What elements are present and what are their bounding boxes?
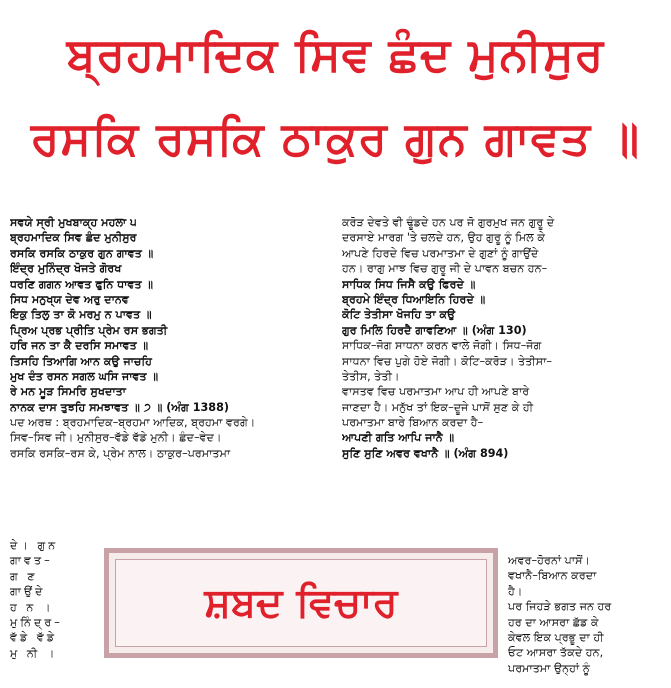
section-box	[104, 548, 498, 658]
left-column-line: ਰਸਕਿ ਰਸਕਿ ਠਾਕੁਰ ਗੁਨ ਗਾਵਤ ॥	[10, 246, 154, 260]
section-box-inner	[115, 559, 487, 647]
right-column-line: ਦਰਸਾਏ ਮਾਰਗ 'ਤੇ ਚਲਦੇ ਹਨ, ਉਹ ਗੁਰੂ ਨੂੰ ਮਿਲ ਕੇ	[342, 231, 545, 245]
right-wrap-line: ਹਰ ਦਾ ਆਸਰਾ ਛੱਡ ਕੇ	[508, 615, 599, 629]
right-column-line: ਕੋਟਿ ਤੇਤੀਸਾ ਖੋਜਹਿ ਤਾ ਕਉ	[342, 308, 456, 322]
headline-line-2: ਰਸਕਿ ਰਸਕਿ ਠਾਕੁਰ ਗੁਨ ਗਾਵਤ ॥	[30, 111, 641, 165]
left-wrap-line: ਹ ਨ ।	[10, 600, 54, 614]
right-wrap-text	[508, 553, 668, 676]
left-column-line: ਪ੍ਰਿਅ ਪ੍ਰਭ ਪ੍ਰੀਤਿ ਪ੍ਰੇਮ ਰਸ ਭਗਤੀ	[10, 323, 168, 337]
left-column-line: ਸਿਵ–ਸਿਵ ਜੀ। ਮੁਨੀਸੁਰ–ਵੱਡੇ ਵੱਡੇ ਮੁਨੀ। ਛੰਦ–ਵੇਦ।	[10, 431, 222, 445]
right-wrap-line: ਵਖਾਨੈ–ਬਿਆਨ ਕਰਦਾ	[508, 569, 597, 583]
headline-line-1: ਬ੍ਰਹਮਾਦਿਕ ਸਿਵ ਛੰਦ ਮੁਨੀਸੁਰ	[66, 27, 605, 81]
right-column-line: ਸਾਧਨਾ ਵਿਚ ਪੁਗੇ ਹੋਏ ਜੋਗੀ। ਕੋਟਿ–ਕਰੋੜ। ਤੇਤੀਸਾ–	[342, 354, 553, 368]
left-column-line: ਬ੍ਰਹਮਾਦਿਕ ਸਿਵ ਛੰਦ ਮੁਨੀਸੁਰ	[10, 231, 137, 245]
left-column-line: ਰੇ ਮਨ ਮੂੜ ਸਿਮਰਿ ਸੁਖਦਾਤਾ	[10, 385, 126, 399]
left-wrap-line: ਮੁ ਨੀ ।	[10, 646, 58, 660]
right-wrap-line: ਅਵਰ–ਹੋਰਨਾਂ ਪਾਸੋਂ।	[508, 554, 591, 567]
section-title: ਸ਼ਬਦ ਵਿਚਾਰ	[204, 580, 398, 626]
left-wrap-line: ਗ ਣ	[10, 569, 38, 583]
right-column-line: ਆਪਣੀ ਗਤਿ ਆਪਿ ਜਾਨੈ ॥	[342, 431, 455, 445]
right-wrap-line: ਹੈ।	[508, 584, 523, 598]
right-column-line: ਤੇਤੀਸ, ਤੇਤੀ।	[342, 369, 400, 383]
left-column-line: ਹਰਿ ਜਨ ਤਾ ਕੈ ਦਰਸਿ ਸਮਾਵਤ ॥	[10, 339, 149, 353]
left-column-line: ਤਿਸਹਿ ਤਿਆਗਿ ਆਨ ਕਉ ਜਾਚਹਿ	[10, 354, 152, 368]
right-column-line: ਵਾਸਤਵ ਵਿਚ ਪਰਮਾਤਮਾ ਆਪ ਹੀ ਆਪਣੇ ਬਾਰੇ	[342, 385, 530, 399]
left-wrap-line: ਗਾਉਂਦੇ	[10, 585, 46, 599]
left-column-line: ਸਿਧ ਮਨੁਖ੍ਯ ਦੇਵ ਅਰੁ ਦਾਨਵ	[10, 292, 129, 306]
right-column-line: ਜਾਣਦਾ ਹੈ। ਮਨੁੱਖ ਤਾਂ ਇਕ–ਦੂਜੇ ਪਾਸੋਂ ਸੁਣ ਕੇ ਹੀ	[342, 400, 534, 414]
right-wrap-line: ਕੇਵਲ ਇਕ ਪ੍ਰਭੂ ਦਾ ਹੀ	[508, 630, 604, 644]
right-column-line: ਹਨ। ਰਾਗੁ ਮਾਝ ਵਿਚ ਗੁਰੂ ਜੀ ਦੇ ਪਾਵਨ ਬਚਨ ਹਨ–	[342, 262, 548, 276]
left-column	[10, 215, 330, 461]
right-wrap-line: ਪਰਮਾਤਮਾ ਉਨ੍ਹਾਂ ਨੂੰ	[508, 661, 590, 675]
right-column	[342, 215, 664, 461]
left-wrap-line: ਦੇ। ਗੁਨ	[10, 539, 59, 552]
right-column-line: ਕਰੋੜ ਦੇਵਤੇ ਵੀ ਢੂੰਡਦੇ ਹਨ ਪਰ ਜੋ ਗੁਰਮੁਖ ਜਨ ਗੁਰੂ ਦੇ	[342, 216, 555, 229]
left-column-line: ਮੁਖ ਦੰਤ ਰਸਨ ਸਗਲ ਘਸਿ ਜਾਵਤ ॥	[10, 369, 159, 383]
right-column-line: ਸੁਣਿ ਸੁਣਿ ਅਵਰ ਵਖਾਨੈ ॥ (ਅੰਗ 894)	[342, 446, 509, 460]
left-column-line: ਧਰਣਿ ਗਗਨ ਆਵਤ ਫੁਨਿ ਧਾਵਤ ॥	[10, 277, 154, 291]
left-wrap-line: ਗਾਵਤ–	[10, 554, 53, 568]
left-wrap-text	[10, 538, 100, 661]
left-column-line: ਨਾਨਕ ਦਾਸ ਤੁਝਹਿ ਸਮਝਾਵਤ ॥ ੭ ॥ (ਅੰਗ 1388)	[10, 400, 229, 414]
left-wrap-line: ਮੁਨਿੰਦ੍ਰ–	[10, 615, 63, 629]
right-column-line: ਸਾਧਿਕ–ਜੋਗ ਸਾਧਨਾ ਕਰਨ ਵਾਲੇ ਜੋਗੀ। ਸਿਧ–ਜੋਗ	[342, 339, 542, 353]
right-column-line: ਸਾਧਿਕ ਸਿਧ ਜਿਸੈ ਕਉ ਫਿਰਦੇ ॥	[342, 277, 476, 291]
left-column-line: ਇੰਦ੍ਰ ਮੁਨਿੰਦ੍ਰ ਖੋਜਤੇ ਗੋਰਖ	[10, 262, 122, 276]
left-column-line: ਇਕੁ ਤਿਲੁ ਤਾ ਕੋ ਮਰਮੁ ਨ ਪਾਵਤ ॥	[10, 308, 152, 322]
right-wrap-line: ਪਰ ਜਿਹੜੇ ਭਗਤ ਜਨ ਹਰ	[508, 600, 612, 614]
right-column-line: ਆਪਣੇ ਹਿਰਦੇ ਵਿਚ ਪਰਮਾਤਮਾ ਦੇ ਗੁਣਾਂ ਨੂੰ ਗਾਉਂਦੇ	[342, 246, 539, 260]
left-wrap-line: ਵੱਡੇ ਵੱਡੇ	[10, 631, 58, 645]
right-wrap-line: ਓਟ ਆਸਰਾ ਤੱਕਦੇ ਹਨ,	[508, 646, 604, 660]
left-column-line: ਰਸਕਿ ਰਸਕਿ–ਰਸ ਕੇ, ਪ੍ਰੇਮ ਨਾਲ। ਠਾਕੁਰ–ਪਰਮਾਤਮਾ	[10, 446, 231, 460]
right-column-line: ਬ੍ਰਹਮੇ ਇੰਦ੍ਰ ਧਿਆਇਨਿ ਹਿਰਦੇ ॥	[342, 292, 486, 306]
right-column-line: ਗੁਰ ਮਿਲਿ ਹਿਰਦੈ ਗਾਵਣਿਆ ॥ (ਅੰਗ 130)	[342, 323, 527, 337]
right-column-line: ਪਰਮਾਤਮਾ ਬਾਰੇ ਬਿਆਨ ਕਰਦਾ ਹੈ–	[342, 416, 484, 430]
left-column-line: ਪਦ ਅਰਥ : ਬ੍ਰਹਮਾਦਿਕ–ਬ੍ਰਹਮਾ ਆਦਿਕ, ਬ੍ਰਹਮਾ ਵਰਗੇ।	[10, 416, 256, 430]
left-column-line: ਸਵਯੇ ਸ੍ਰੀ ਮੁਖਬਾਕ੍ਹ ਮਹਲਾ ੫	[10, 216, 137, 229]
